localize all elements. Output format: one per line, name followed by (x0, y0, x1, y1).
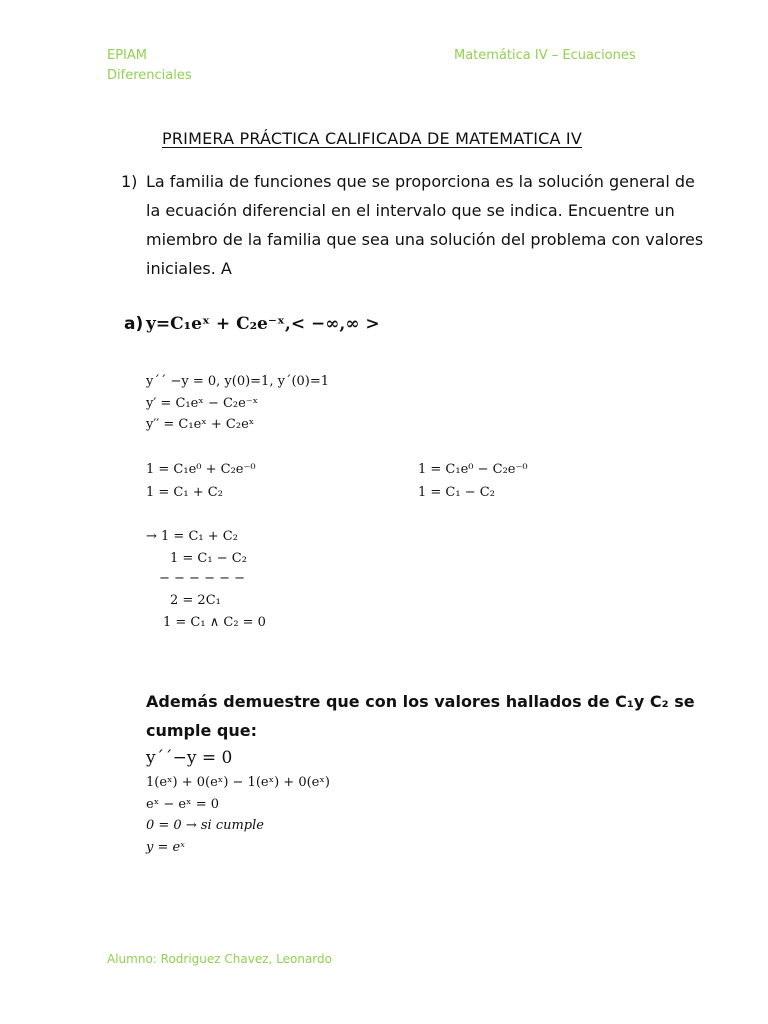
header-left-line1: EPIAM (107, 48, 147, 63)
ode-conditions: y´´ −y = 0, y(0)=1, y´(0)=1 (146, 374, 330, 389)
system-divider: − − − − − − (159, 571, 246, 586)
header-right: Matemática IV – Ecuaciones (454, 48, 636, 63)
first-derivative: y′ = C₁eˣ − C₂e⁻ˣ (146, 396, 259, 411)
second-derivative: y′′ = C₁eˣ + C₂eˣ (146, 417, 255, 432)
demo-equation: y´´−y = 0 (146, 748, 233, 768)
part-a-label: a) (124, 314, 144, 334)
part-a-statement: y=C₁eˣ + C₂e⁻ˣ,< −∞,∞ > (146, 314, 380, 334)
document-title: PRIMERA PRÁCTICA CALIFICADA DE MATEMATICA IV (162, 129, 582, 148)
condition-dy0-simplified: 1 = C₁ − C₂ (418, 485, 495, 500)
verify-line-4: y = eˣ (146, 840, 185, 855)
system-line-2: 1 = C₁ − C₂ (170, 551, 247, 566)
system-result: 1 = C₁ ∧ C₂ = 0 (163, 615, 266, 630)
condition-dy0-eq: 1 = C₁e⁰ − C₂e⁻⁰ (418, 462, 528, 477)
demo-line-2: cumple que: (146, 721, 257, 740)
question-line-1: La familia de funciones que se proporciona es la solución general de (146, 172, 695, 191)
verify-line-1: 1(eˣ) + 0(eˣ) − 1(eˣ) + 0(eˣ) (146, 775, 330, 790)
question-line-3: miembro de la familia que sea una solución del problema con valores (146, 230, 704, 249)
footer-student: Alumno: Rodriguez Chavez, Leonardo (107, 952, 332, 966)
question-line-2: la ecuación diferencial en el intervalo que se indica. Encuentre un (146, 201, 675, 220)
question-line-4: iniciales. A (146, 259, 232, 278)
demo-line-1: Además demuestre que con los valores hallados de C₁y C₂ se (146, 692, 695, 711)
question-number: 1) (121, 172, 138, 191)
verify-line-3: 0 = 0 → si cumple (146, 818, 264, 833)
system-line-1: → 1 = C₁ + C₂ (146, 529, 238, 544)
verify-line-2: eˣ − eˣ = 0 (146, 797, 219, 812)
header-left-line2: Diferenciales (107, 68, 192, 83)
system-sum: 2 = 2C₁ (170, 593, 221, 608)
condition-y0-eq: 1 = C₁e⁰ + C₂e⁻⁰ (146, 462, 256, 477)
condition-y0-simplified: 1 = C₁ + C₂ (146, 485, 223, 500)
